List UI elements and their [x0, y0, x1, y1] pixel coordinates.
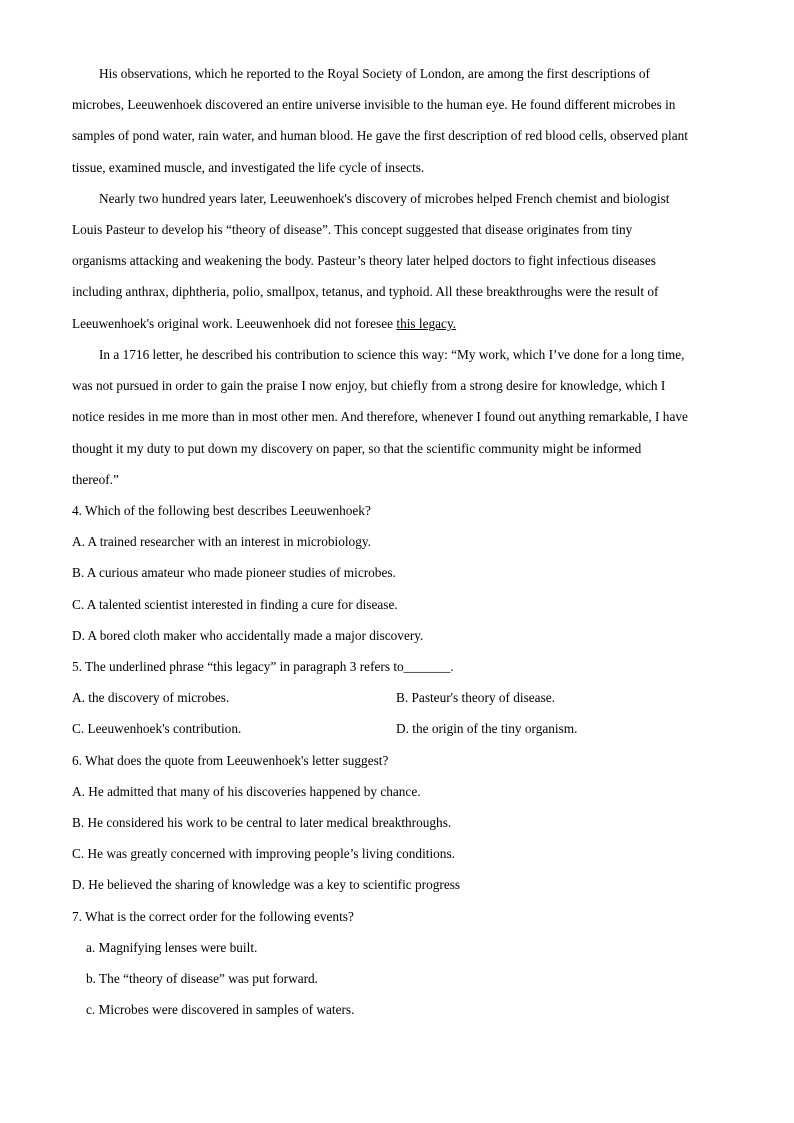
question-stem: 4. Which of the following best describes Leeuwenhoek?: [72, 503, 371, 518]
passage-text: Leeuwenhoek's original work. Leeuwenhoek did not foresee: [72, 316, 397, 331]
passage-line: samples of pond water, rain water, and human blood. He gave the first description of red blood cells, observed plant: [72, 128, 688, 143]
question-stem: 5. The underlined phrase “this legacy” in paragraph 3 refers to_______.: [72, 659, 454, 674]
passage-line: In a 1716 letter, he described his contribution to science this way: “My work, which I’ve done for a long time,: [99, 347, 685, 362]
answer-option: B. Pasteur's theory of disease.: [396, 690, 555, 705]
answer-option: D. A bored cloth maker who accidentally made a major discovery.: [72, 628, 424, 643]
passage-line: [72, 314, 456, 334]
answer-option: C. A talented scientist interested in finding a cure for disease.: [72, 597, 398, 612]
passage-line: including anthrax, diphtheria, polio, smallpox, tetanus, and typhoid. All these breakthroughs were the result of: [72, 284, 659, 299]
passage-line: was not pursued in order to gain the praise I now enjoy, but chiefly from a strong desire for knowledge, which I: [72, 378, 666, 393]
passage-line: Nearly two hundred years later, Leeuwenhoek's discovery of microbes helped French chemist and biologist: [99, 191, 670, 206]
answer-option: D. He believed the sharing of knowledge was a key to scientific progress: [72, 877, 461, 892]
passage-line: Louis Pasteur to develop his “theory of disease”. This concept suggested that disease originates from tiny: [72, 222, 633, 237]
passage-line: notice resides in me more than in most other men. And therefore, whenever I found out anything remarkable, I have: [72, 409, 688, 424]
event-item: c. Microbes were discovered in samples of waters.: [86, 1002, 355, 1017]
answer-option: A. He admitted that many of his discoveries happened by chance.: [72, 784, 421, 799]
event-item: a. Magnifying lenses were built.: [86, 940, 258, 955]
passage-line: thought it my duty to put down my discovery on paper, so that the scientific community might be informed: [72, 441, 642, 456]
event-item: b. The “theory of disease” was put forward.: [86, 971, 319, 986]
passage-line: tissue, examined muscle, and investigated the life cycle of insects.: [72, 160, 425, 175]
question-stem: 6. What does the quote from Leeuwenhoek's letter suggest?: [72, 753, 389, 768]
answer-option: B. A curious amateur who made pioneer studies of microbes.: [72, 565, 396, 580]
answer-option: D. the origin of the tiny organism.: [396, 721, 578, 736]
answer-option: C. Leeuwenhoek's contribution.: [72, 721, 242, 736]
answer-option: A. the discovery of microbes.: [72, 690, 230, 705]
question-stem: 7. What is the correct order for the following events?: [72, 909, 354, 924]
answer-option: A. A trained researcher with an interest in microbiology.: [72, 534, 371, 549]
answer-option: B. He considered his work to be central to later medical breakthroughs.: [72, 815, 452, 830]
passage-line: microbes, Leeuwenhoek discovered an entire universe invisible to the human eye. He found different microbes in: [72, 97, 676, 112]
passage-line: His observations, which he reported to the Royal Society of London, are among the first descriptions of: [99, 66, 650, 81]
passage-line: organisms attacking and weakening the body. Pasteur’s theory later helped doctors to fight infectious diseases: [72, 253, 656, 268]
underlined-phrase: this legacy.: [396, 316, 457, 331]
passage-line: thereof.”: [72, 472, 119, 487]
answer-option: C. He was greatly concerned with improving people’s living conditions.: [72, 846, 455, 861]
